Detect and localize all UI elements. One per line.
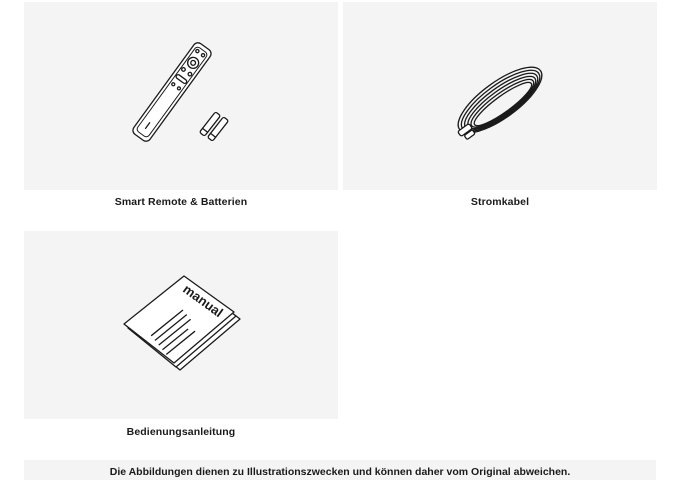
item-caption-manual: Bedienungsanleitung — [126, 426, 236, 438]
item-caption-remote: Smart Remote & Batterien — [114, 196, 248, 208]
item-caption-power-cable: Stromkabel — [470, 196, 530, 208]
item-card-power-cable — [343, 2, 657, 190]
item-card-manual — [24, 231, 338, 419]
power-cable-icon — [343, 2, 657, 190]
disclaimer-bar: Die Abbildungen dienen zu Illustrationszwecken und können daher vom Original abweichen. — [24, 460, 656, 480]
item-card-remote — [24, 2, 338, 190]
manual-icon — [24, 231, 338, 419]
remote-and-batteries-icon — [24, 2, 338, 190]
manual-cover-text: manual — [180, 281, 226, 321]
